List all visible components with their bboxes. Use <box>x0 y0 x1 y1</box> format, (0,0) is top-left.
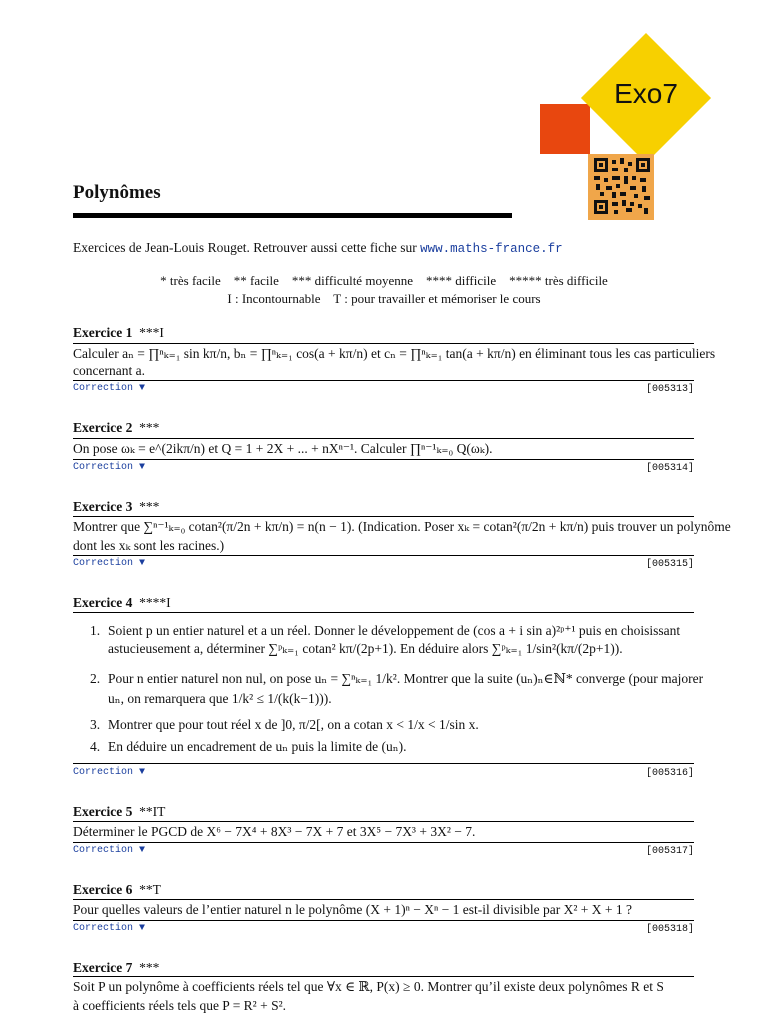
exercise-1-bottom-rule <box>73 380 694 381</box>
exercise-4-item-2-line-1: Pour n entier naturel non nul, on pose uₙ = ∑ⁿₖ₌₁ 1/k². Montrer que la suite (uₙ)ₙ∈ℕ* converge (pour majorer <box>108 671 704 686</box>
exercise-1-rule <box>73 343 694 344</box>
exercise-7-header <box>73 960 159 976</box>
exercise-5-title: Exercice 5 <box>73 804 133 819</box>
exercise-5-line-1: Déterminer le PGCD de X⁶ − 7X⁴ + 8X³ − 7X + 7 et 3X⁵ − 7X³ + 3X² − 7. <box>73 824 476 839</box>
exercise-1-header <box>73 325 164 341</box>
exercise-7-level: *** <box>139 960 160 975</box>
exercise-5-bottom-rule <box>73 842 694 843</box>
exercise-3-title: Exercice 3 <box>73 499 133 514</box>
exercise-7-line-1: Soit P un polynôme à coefficients réels tel que ∀x ∈ ℝ, P(x) ≥ 0. Montrer qu’il existe deux polynômes R et S <box>73 979 664 994</box>
exercise-3-bottom-rule <box>73 555 694 556</box>
exercise-1-title: Exercice 1 <box>73 325 133 340</box>
exercise-2-rule <box>73 438 694 439</box>
exercise-3-ref: [005315] <box>645 559 694 570</box>
exercise-1-line-2: concernant a. <box>73 363 145 378</box>
maths-france-link[interactable]: www.maths-france.fr <box>420 242 563 256</box>
exercise-4-item-1-number: 1. <box>90 623 101 638</box>
exercise-4-header <box>73 595 171 611</box>
exercise-4-bottom-rule <box>73 763 694 764</box>
logo-orange-square <box>540 104 590 154</box>
exercise-2-level: *** <box>139 420 160 435</box>
intro-text <box>73 240 563 256</box>
exercise-4-title: Exercice 4 <box>73 595 133 610</box>
exercise-2-header <box>73 420 159 436</box>
exercise-7-rule <box>73 976 694 977</box>
exercise-2-correction-link[interactable]: Correction ▼ <box>73 462 146 473</box>
exercise-3-rule <box>73 516 694 517</box>
exercise-6-rule <box>73 899 694 900</box>
difficulty-legend: * très facile ** facile *** difficulté moyenne **** difficile ***** très difficile <box>160 273 608 288</box>
exercise-4-item-1-line-2: astucieusement a, déterminer ∑ᵖₖ₌₁ cotan² kπ/(2p+1). En déduire alors ∑ᵖₖ₌₁ 1/sin²(kπ/(2p+1)). <box>108 641 623 656</box>
exercise-2-title: Exercice 2 <box>73 420 133 435</box>
exercise-6-header <box>73 882 161 898</box>
exercise-4-item-3-line-1: Montrer que pour tout réel x de ]0, π/2[, on a cotan x < 1/x < 1/sin x. <box>108 717 479 732</box>
exercise-3-level: *** <box>139 499 160 514</box>
exercise-3-correction-link[interactable]: Correction ▼ <box>73 558 146 569</box>
exercise-4-item-3-number: 3. <box>90 717 101 732</box>
exercise-1-line-1: Calculer aₙ = ∏ⁿₖ₌₁ sin kπ/n, bₙ = ∏ⁿₖ₌₁ cos(a + kπ/n) et cₙ = ∏ⁿₖ₌₁ tan(a + kπ/n) en éliminant tous les cas particuliers <box>73 346 716 361</box>
qr-code-icon <box>594 158 650 214</box>
exercise-6-line-1: Pour quelles valeurs de l’entier naturel n le polynôme (X + 1)ⁿ − Xⁿ − 1 est-il divisible par X² + X + 1 ? <box>73 902 632 917</box>
exercise-5-correction-link[interactable]: Correction ▼ <box>73 845 146 856</box>
exercise-3-line-1: Montrer que ∑ⁿ⁻¹ₖ₌₀ cotan²(π/2n + kπ/n) = n(n − 1). (Indication. Poser xₖ = cotan²(π/2n + kπ/n) puis trouver un polynôme <box>73 519 731 534</box>
exercise-1-ref: [005313] <box>645 384 694 395</box>
intro-sentence: Exercices de Jean-Louis Rouget. Retrouver aussi cette fiche sur <box>73 240 417 255</box>
exercise-4-correction-link[interactable]: Correction ▼ <box>73 767 146 778</box>
exercise-5-rule <box>73 821 694 822</box>
exercise-2-bottom-rule <box>73 459 694 460</box>
exercise-5-level: **IT <box>139 804 166 819</box>
exercise-3-line-2: dont les xₖ sont les racines.) <box>73 538 225 553</box>
exercise-1-level: ***I <box>139 325 164 340</box>
exercise-6-ref: [005318] <box>645 924 694 935</box>
category-legend: I : Incontournable T : pour travailler et mémoriser le cours <box>227 291 541 306</box>
exercise-1-correction-link[interactable]: Correction ▼ <box>73 383 146 394</box>
exercise-6-title: Exercice 6 <box>73 882 133 897</box>
exercise-2-line-1: On pose ωₖ = e^(2ikπ/n) et Q = 1 + 2X + ... + nXⁿ⁻¹. Calculer ∏ⁿ⁻¹ₖ₌₀ Q(ωₖ). <box>73 441 493 456</box>
exercise-6-level: **T <box>139 882 161 897</box>
exercise-4-rule <box>73 612 694 613</box>
title-rule <box>73 213 512 218</box>
exercise-4-item-2-number: 2. <box>90 671 101 686</box>
exercise-4-item-4-number: 4. <box>90 739 101 754</box>
exercise-7-title: Exercice 7 <box>73 960 133 975</box>
exercise-3-header <box>73 499 159 515</box>
exercise-4-item-1-line-1: Soient p un entier naturel et a un réel. Donner le développement de (cos a + i sin a)²ᵖ⁺¹ puis en choisissant <box>108 623 681 638</box>
exercise-4-ref: [005316] <box>645 768 694 779</box>
exercise-2-ref: [005314] <box>645 463 694 474</box>
exercise-4-level: ****I <box>139 595 171 610</box>
exercise-6-bottom-rule <box>73 920 694 921</box>
exercise-4-item-2-line-2: uₙ, on remarquera que 1/k² ≤ 1/(k(k−1))). <box>108 691 332 706</box>
logo-text: Exo7 <box>614 78 678 109</box>
exercise-7-line-2: à coefficients réels tels que P = R² + S². <box>73 998 287 1013</box>
exercise-6-correction-link[interactable]: Correction ▼ <box>73 923 146 934</box>
exercise-4-item-4-line-1: En déduire un encadrement de uₙ puis la limite de (uₙ). <box>108 739 407 754</box>
exercise-5-ref: [005317] <box>645 846 694 857</box>
exercise-5-header <box>73 804 165 820</box>
page-title: Polynômes <box>73 182 161 203</box>
